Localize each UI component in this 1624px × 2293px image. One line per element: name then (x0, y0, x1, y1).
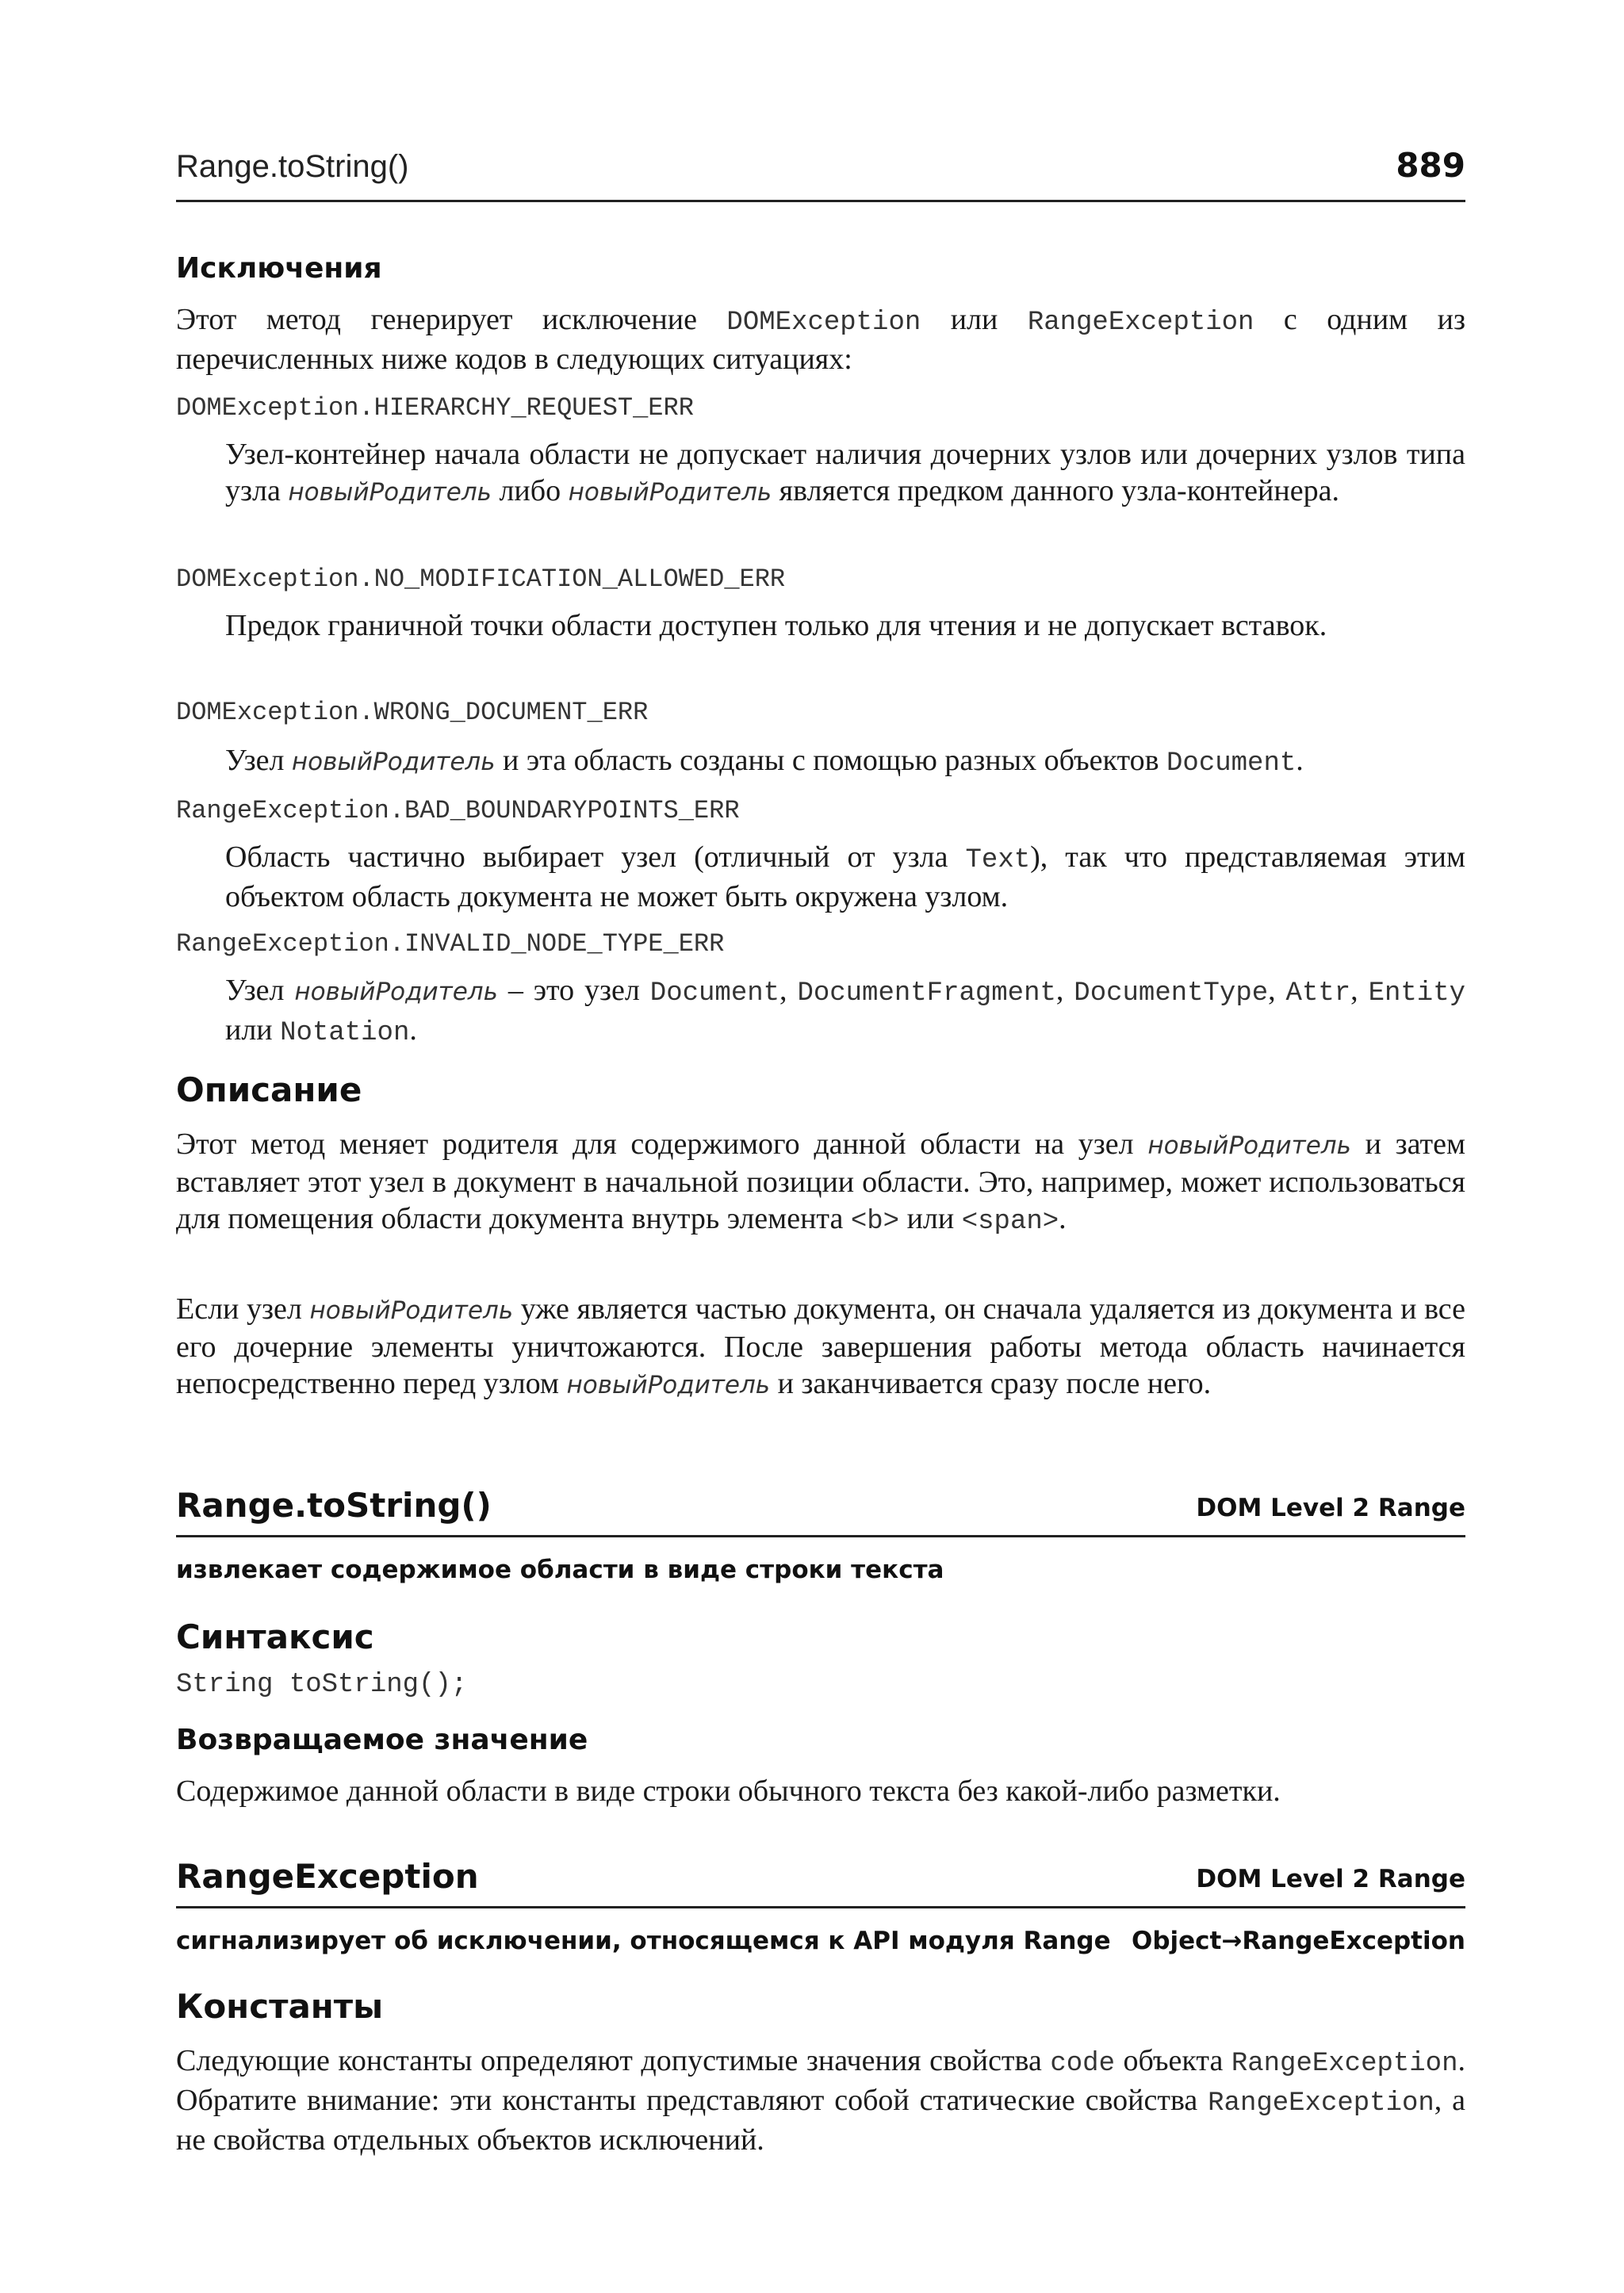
text-run: либо (491, 474, 569, 507)
entry-subtitle: извлекает содержимое области в виде строки текста (176, 1556, 944, 1584)
text-run: – это узел (497, 974, 650, 1007)
entry-title: RangeException (176, 1857, 479, 1896)
constants-text (176, 2042, 1465, 2158)
text-run: Узел (225, 974, 295, 1007)
returns-heading: Возвращаемое значение (176, 1724, 588, 1756)
text-run: и эта область созданы с помощью разных объектов (495, 744, 1167, 777)
exception-code: RangeException.INVALID_NODE_TYPE_ERR (176, 929, 725, 959)
text-run: с одним из перечисленных ниже кодов в следующих ситуациях: (176, 303, 1465, 376)
text-run: объекта (1115, 2044, 1231, 2077)
exception-description (225, 742, 1465, 782)
text-run: является предком данного узла-контейнера. (772, 474, 1339, 507)
exception-code: DOMException.NO_MODIFICATION_ALLOWED_ERR (176, 565, 786, 594)
text-run: Узел-контейнер начала области не допускает наличия дочерних узлов или дочерних узлов типа узла (225, 438, 1465, 507)
text-run: , а не свойства отдельных объектов исключений. (176, 2084, 1465, 2157)
text-run: и затем вставляет этот узел в документ в начальной позиции области. Это, например, может использоваться для помещения области документа внутрь элемента (176, 1127, 1466, 1235)
inline-parameter: новыйРодитель (291, 748, 496, 776)
exception-code: DOMException.WRONG_DOCUMENT_ERR (176, 698, 649, 727)
inline-parameter: новыйРодитель (566, 1371, 771, 1399)
inline-code: code (1050, 2049, 1115, 2079)
inline-code: DocumentType (1074, 978, 1269, 1009)
exception-description (225, 436, 1465, 511)
entry-title: Range.toString() (176, 1486, 492, 1525)
returns-text: Содержимое данной области в виде строки обычного текста без какой-либо разметки. (176, 1774, 1281, 1808)
text-run: или (225, 1013, 281, 1047)
running-head (176, 146, 1465, 202)
entry-header-tostring (176, 1486, 1465, 1537)
text-run: Этот метод меняет родителя для содержимого данной области на узел (176, 1127, 1148, 1161)
inline-parameter: новыйРодитель (1147, 1131, 1351, 1160)
text-run: . (1296, 744, 1304, 777)
inline-parameter: новыйРодитель (294, 978, 498, 1006)
text-run: Если узел (176, 1292, 310, 1326)
text-run: , (1055, 974, 1074, 1007)
text-run: уже является частью документа, он сначала удаляется из документа и все его дочерние элементы уничтожаются. После завершения работы метода область начинается непосредственно перед узлом (176, 1292, 1465, 1400)
inline-code: Document (1166, 748, 1297, 779)
exception-code: DOMException.HIERARCHY_REQUEST_ERR (176, 393, 694, 423)
running-head-title: Range.toString() (176, 149, 409, 184)
syntax-code: String toString(); (176, 1670, 468, 1700)
inline-code: DOMException (726, 308, 921, 338)
entry-level: DOM Level 2 Range (1196, 1865, 1465, 1893)
inline-code: Entity (1368, 978, 1465, 1009)
text-run: и заканчивается сразу после него. (770, 1367, 1212, 1400)
description-heading: Описание (176, 1070, 362, 1109)
exception-description (225, 839, 1465, 915)
inline-code: Attr (1285, 978, 1351, 1009)
text-run: , (1268, 974, 1286, 1007)
entry-header-rangeexception (176, 1857, 1465, 1908)
text-run: Предок граничной точки области доступен только для чтения и не допускает вставок. (225, 609, 1327, 642)
text-run: . (409, 1013, 417, 1047)
text-run: ), так что представляемая этим объектом область документа не может быть окружена узлом. (225, 840, 1465, 913)
inline-code: <b> (850, 1207, 900, 1237)
description-paragraph (176, 1291, 1465, 1403)
inline-code: DocumentFragment (797, 978, 1056, 1009)
exceptions-heading: Исключения (176, 252, 382, 285)
inline-code: RangeException (1208, 2088, 1434, 2119)
inline-code: Text (965, 845, 1031, 875)
inline-code: <span> (961, 1207, 1059, 1237)
entry-level: DOM Level 2 Range (1196, 1494, 1465, 1522)
exception-code: RangeException.BAD_BOUNDARYPOINTS_ERR (176, 796, 740, 825)
text-run: , (779, 974, 798, 1007)
text-run: Следующие константы определяют допустимые значения свойства (176, 2044, 1051, 2077)
inline-code: Document (649, 978, 780, 1009)
inline-parameter: новыйРодитель (568, 478, 772, 507)
entry-inheritance: Object→RangeException (1131, 1927, 1465, 1955)
exception-description (225, 607, 1465, 644)
text-run: Узел (225, 744, 292, 777)
text-run: или (921, 303, 1028, 336)
text-run: Этот метод генерирует исключение (176, 303, 727, 336)
inline-parameter: новыйРодитель (288, 478, 492, 507)
text-run: . Обратите внимание: эти константы представляют собой статические свойства (176, 2044, 1465, 2117)
inline-code: Notation (280, 1018, 410, 1048)
page-number: 889 (1396, 146, 1465, 185)
syntax-heading: Синтаксис (176, 1617, 374, 1656)
exceptions-intro (176, 301, 1465, 377)
inline-code: RangeException (1027, 308, 1254, 338)
constants-heading: Константы (176, 1987, 384, 2026)
description-paragraph (176, 1126, 1465, 1240)
text-run: Область частично выбирает узел (отличный от узла (225, 840, 966, 874)
exception-description (225, 972, 1465, 1051)
text-run: или (899, 1202, 962, 1235)
text-run: , (1350, 974, 1369, 1007)
inline-code: RangeException (1231, 2049, 1458, 2079)
inline-parameter: новыйРодитель (309, 1296, 514, 1325)
entry-subtitle: сигнализирует об исключении, относящемся к API модуля Range (176, 1927, 1111, 1955)
text-run: . (1059, 1202, 1067, 1235)
